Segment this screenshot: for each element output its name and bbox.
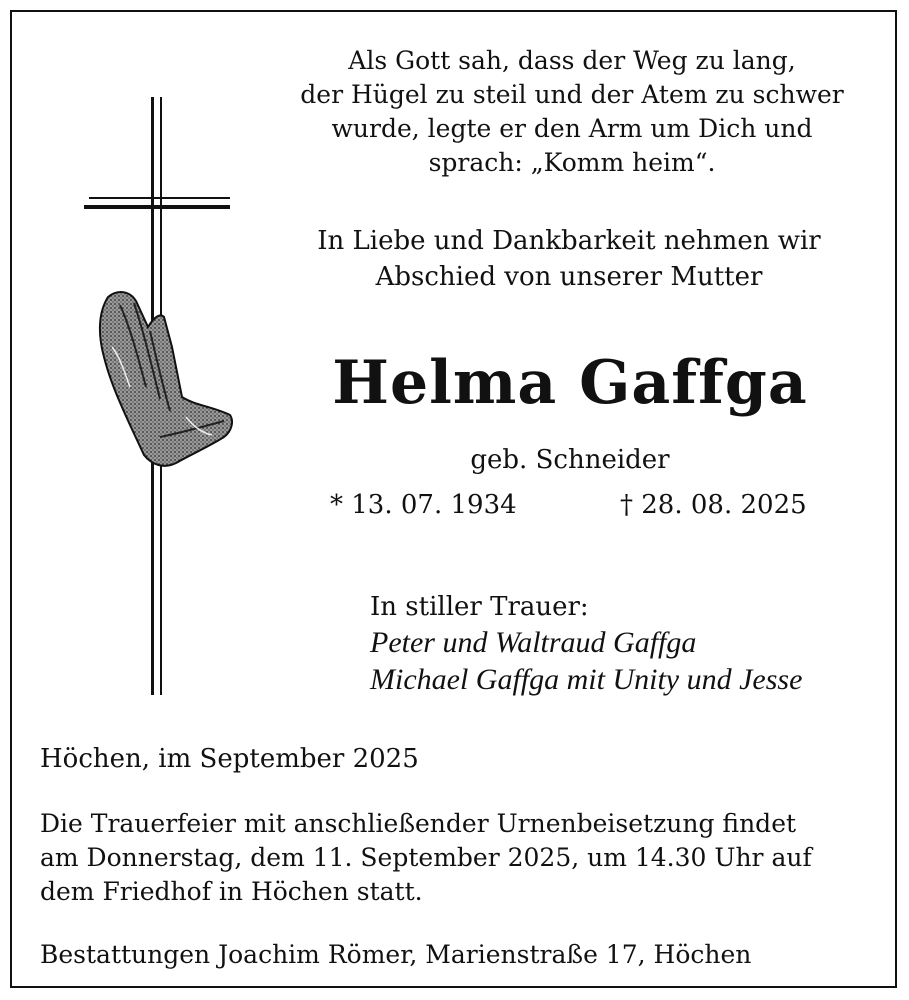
- mourners-line-2: Michael Gaffga mit Unity und Jesse: [370, 663, 803, 696]
- poem-line-3: wurde, legte er den Arm um Dich und: [331, 114, 813, 143]
- cross-horizontal-beam: [84, 205, 230, 209]
- obituary-notice: [10, 10, 897, 988]
- intro-line-1: In Liebe und Dankbarkeit nehmen wir: [317, 226, 821, 256]
- death-date: † 28. 08. 2025: [620, 490, 807, 520]
- maiden-name: geb. Schneider: [470, 445, 670, 475]
- undertaker-info: Bestattungen Joachim Römer, Marienstraße 17, Höchen: [40, 940, 752, 969]
- mourners-heading: In stiller Trauer:: [370, 592, 589, 622]
- mourners-line-1: Peter und Waltraud Gaffga: [370, 626, 697, 659]
- place-date: Höchen, im September 2025: [40, 744, 419, 774]
- deceased-name: Helma Gaffga: [332, 348, 808, 418]
- poem-line-1: Als Gott sah, dass der Weg zu lang,: [348, 46, 796, 75]
- ceremony-line-1: Die Trauerfeier mit anschließender Urnenbeisetzung findet: [40, 809, 797, 838]
- poem-line-4: sprach: „Komm heim“.: [428, 148, 716, 177]
- intro-line-2: Abschied von unserer Mutter: [375, 262, 763, 292]
- praying-hands-icon: [90, 287, 236, 473]
- birth-date: * 13. 07. 1934: [330, 490, 517, 520]
- poem-line-2: der Hügel zu steil und der Atem zu schwer: [300, 80, 844, 109]
- ceremony-line-2: am Donnerstag, dem 11. September 2025, um 14.30 Uhr auf: [40, 843, 812, 872]
- cross-horizontal-beam-thin: [89, 197, 230, 199]
- ceremony-line-3: dem Friedhof in Höchen statt.: [40, 877, 423, 906]
